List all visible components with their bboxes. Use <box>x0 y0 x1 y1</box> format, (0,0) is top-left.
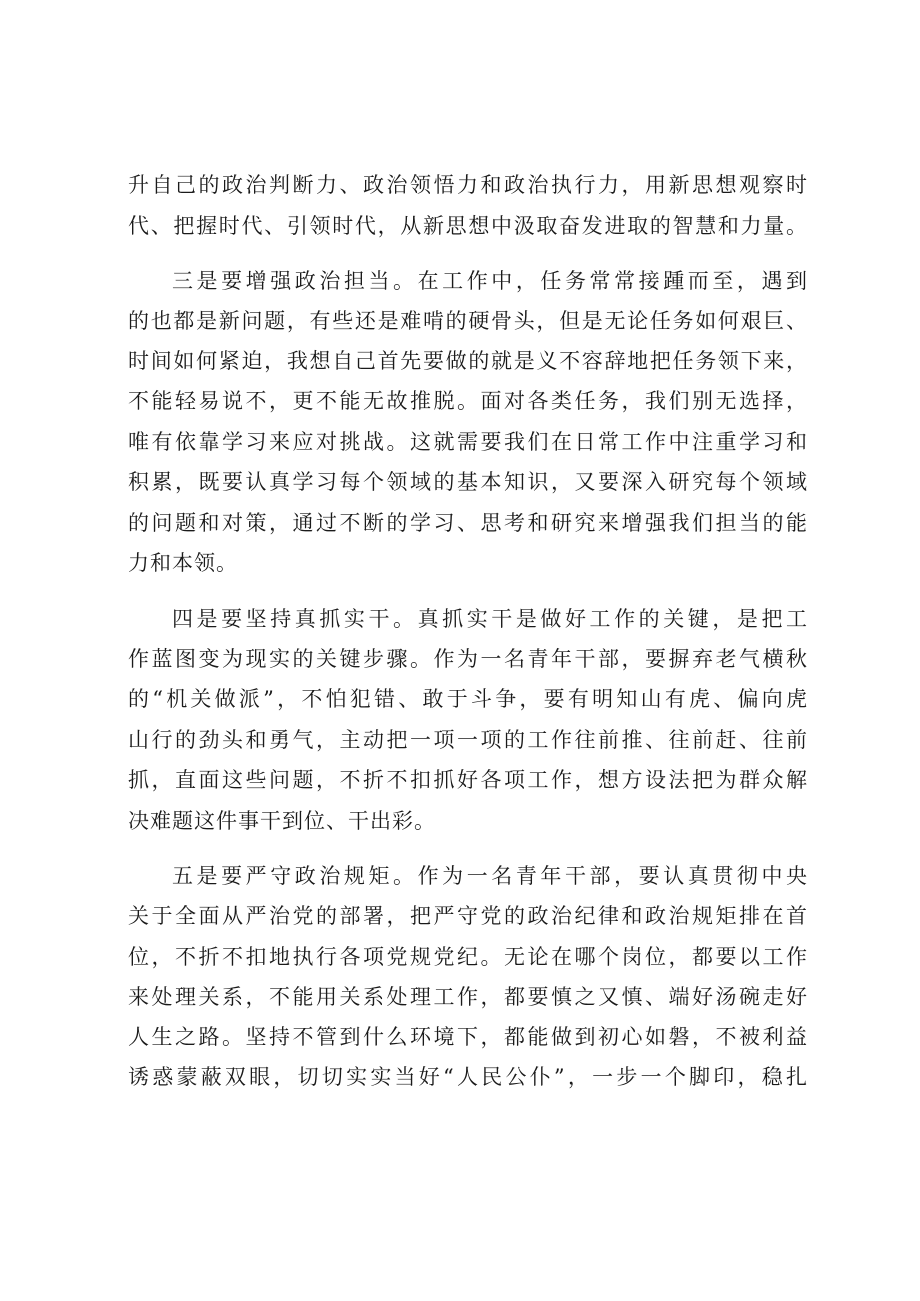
paragraph-line: 力和本领。 <box>128 551 238 575</box>
paragraph-line: 抓，直面这些问题，不折不扣抓好各项工作，想方设法把为群众解 <box>128 768 808 792</box>
paragraph-line: 时间如何紧迫，我想自己首先要做的就是义不容辞地把任务领下来， <box>128 349 808 373</box>
paragraph-line: 人生之路。坚持不管到什么环境下，都能做到初心如磐，不被利益 <box>128 1025 808 1049</box>
paragraph-line: 山行的劲头和勇气，主动把一项一项的工作往前推、往前赶、往前 <box>128 728 808 752</box>
paragraph-line-first: 三是要增强政治担当。在工作中，任务常常接踵而至，遇到 <box>172 269 808 293</box>
paragraph-line: 来处理关系，不能用关系处理工作，都要慎之又慎、端好汤碗走好 <box>128 985 808 1009</box>
paragraph-line: 决难题这件事干到位、干出彩。 <box>128 809 436 833</box>
paragraph-line: 积累，既要认真学习每个领域的基本知识，又要深入研究每个领域 <box>128 470 808 494</box>
paragraph-line-first: 五是要严守政治规矩。作为一名青年干部，要认真贯彻中央 <box>172 864 808 888</box>
paragraph-line: 唯有依靠学习来应对挑战。这就需要我们在日常工作中注重学习和 <box>128 430 808 454</box>
paragraph-line: 代、把握时代、引领时代，从新思想中汲取奋发进取的智慧和力量。 <box>128 214 808 238</box>
paragraph-line: 作蓝图变为现实的关键步骤。作为一名青年干部，要摒弃老气横秋 <box>128 647 808 671</box>
paragraph-line: 的问题和对策，通过不断的学习、思考和研究来增强我们担当的能 <box>128 511 808 535</box>
paragraph-line: 关于全面从严治党的部署，把严守党的政治纪律和政治规矩排在首 <box>128 904 808 928</box>
paragraph-line: 诱惑蒙蔽双眼，切切实实当好“人民公仆”，一步一个脚印，稳扎 <box>128 1065 808 1089</box>
paragraph-line: 升自己的政治判断力、政治领悟力和政治执行力，用新思想观察时 <box>128 173 808 197</box>
paragraph-line: 不能轻易说不，更不能无故推脱。面对各类任务，我们别无选择， <box>128 389 808 413</box>
paragraph-line: 位，不折不扣地执行各项党规党纪。无论在哪个岗位，都要以工作 <box>128 945 808 969</box>
paragraph-line: 的也都是新问题，有些还是难啃的硬骨头，但是无论任务如何艰巨、 <box>128 309 808 333</box>
paragraph-line: 的“机关做派”，不怕犯错、敢于斗争，要有明知山有虎、偏向虎 <box>128 687 808 711</box>
paragraph-line-first: 四是要坚持真抓实干。真抓实干是做好工作的关键，是把工 <box>172 607 808 631</box>
